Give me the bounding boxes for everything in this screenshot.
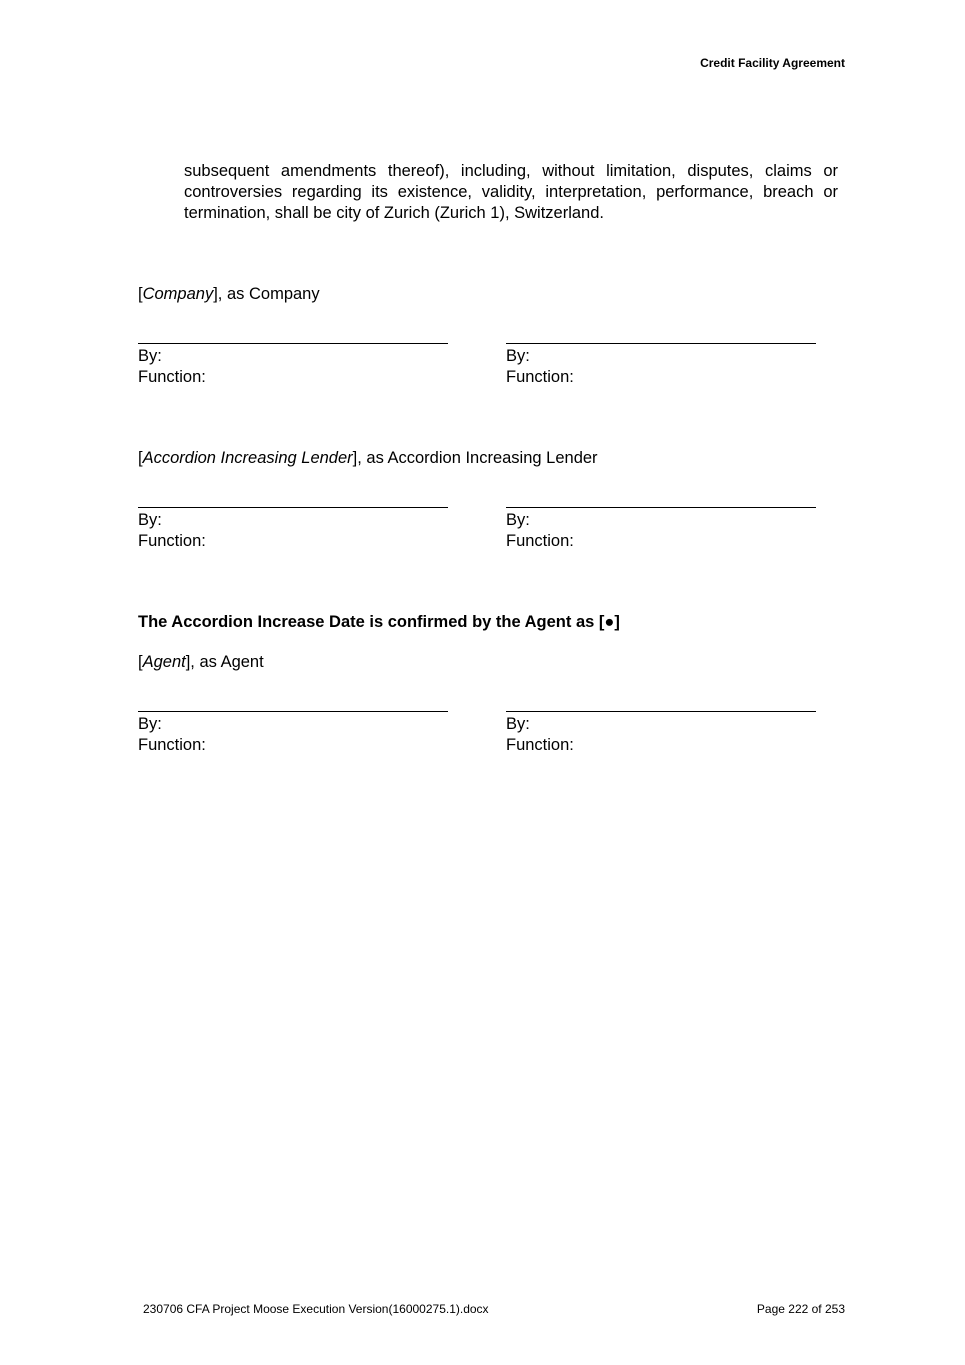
party-name: Accordion Increasing Lender — [142, 449, 353, 467]
party-heading-agent: [Agent], as Agent — [138, 653, 264, 671]
party-name: Company — [142, 285, 214, 303]
by-label: By: — [138, 715, 162, 733]
by-label: By: — [506, 511, 530, 529]
function-label: Function: — [506, 532, 574, 550]
signature-line-left — [138, 343, 448, 344]
function-label: Function: — [506, 368, 574, 386]
confirmation-statement: The Accordion Increase Date is confirmed by the Agent as [●] — [138, 613, 620, 631]
signature-line-right — [506, 711, 816, 712]
footer-page-number: Page 222 of 253 — [756, 1302, 845, 1316]
by-label: By: — [138, 347, 162, 365]
by-label: By: — [138, 511, 162, 529]
by-label: By: — [506, 715, 530, 733]
signature-line-left — [138, 711, 448, 712]
by-label: By: — [506, 347, 530, 365]
party-heading-company: [Company], as Company — [138, 285, 320, 303]
clause-paragraph: subsequent amendments thereof), including, without limitation, disputes, claims or controversies regarding its existence, validity, interpretation, performance, breach or termination, shall be city of Zurich (Zurich 1), Switzerland. — [184, 162, 838, 222]
party-name: Agent — [142, 653, 186, 671]
function-label: Function: — [138, 532, 206, 550]
signature-line-right — [506, 507, 816, 508]
function-label: Function: — [138, 736, 206, 754]
function-label: Function: — [138, 368, 206, 386]
party-role: ], as Company — [213, 285, 320, 303]
signature-line-right — [506, 343, 816, 344]
party-role: ], as Accordion Increasing Lender — [352, 449, 598, 467]
party-role: ], as Agent — [185, 653, 264, 671]
function-label: Function: — [506, 736, 574, 754]
footer-filename: 230706 CFA Project Moose Execution Version(16000275.1).docx — [143, 1302, 489, 1316]
running-header: Credit Facility Agreement — [700, 56, 845, 70]
party-heading-lender: [Accordion Increasing Lender], as Accordion Increasing Lender — [138, 449, 598, 467]
signature-line-left — [138, 507, 448, 508]
